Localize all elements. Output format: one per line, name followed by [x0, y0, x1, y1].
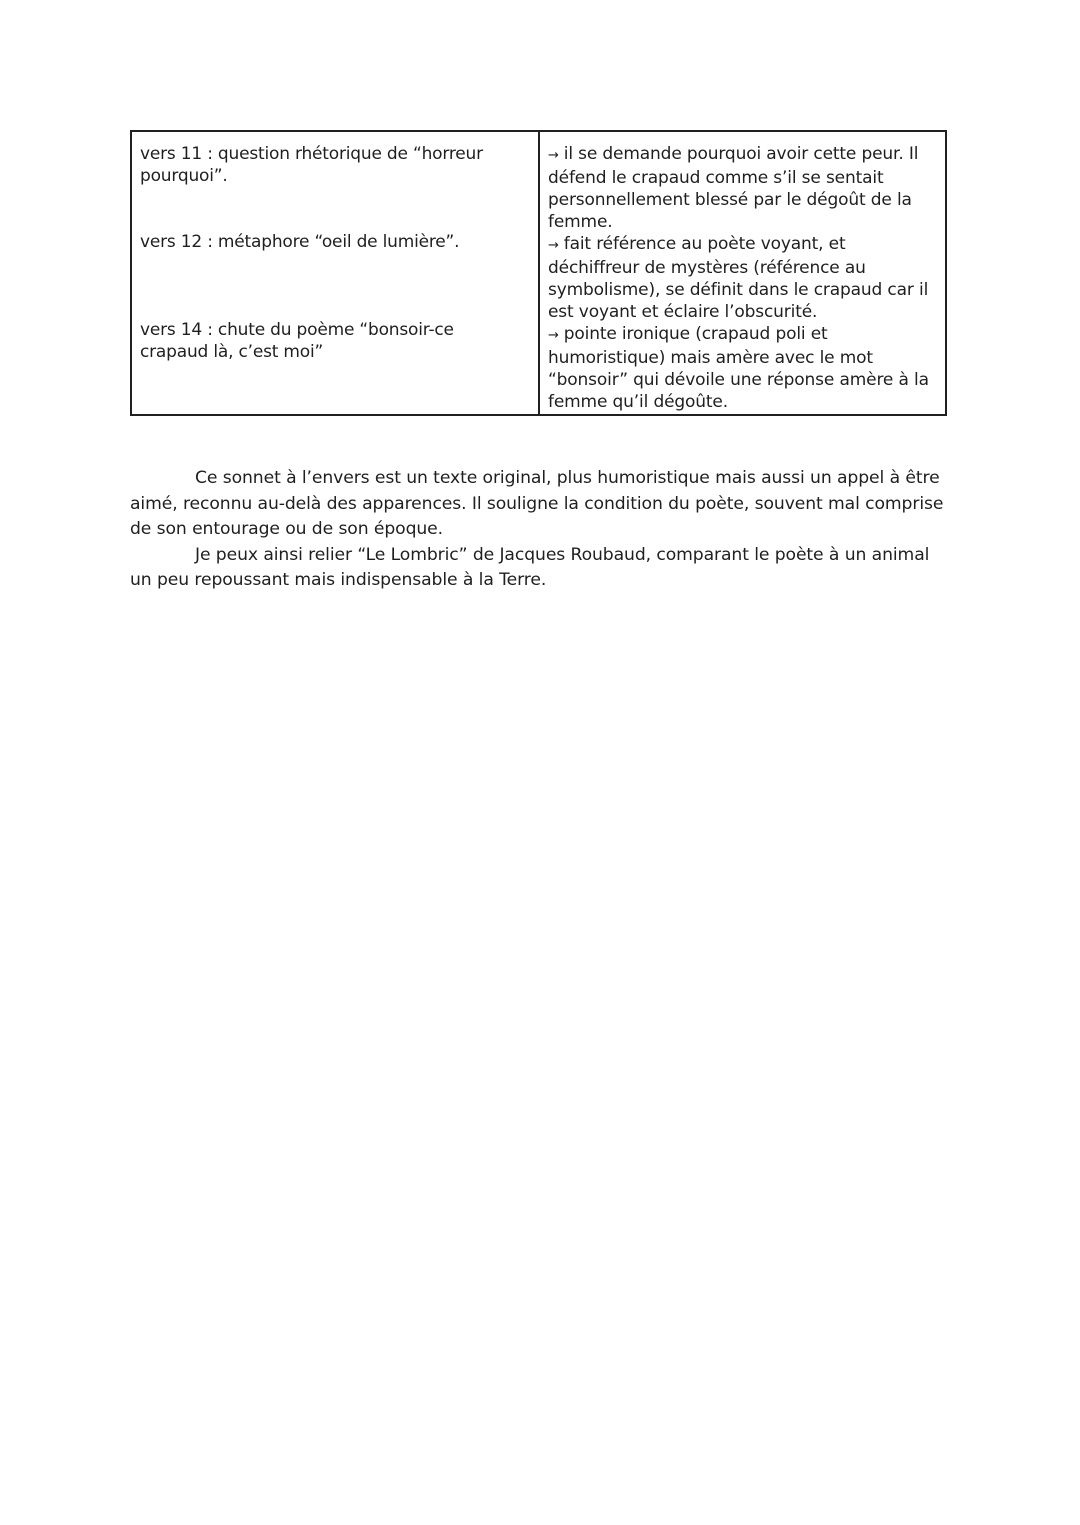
right-entry-3-text: pointe ironique (crapaud poli et humoristique) mais amère avec le mot “bonsoir” qui dévoile une réponse amère à la femme qu’il dégoûte. — [548, 324, 929, 412]
conclusion-paragraph-2: Je peux ainsi relier “Le Lombric” de Jacques Roubaud, comparant le poète à un animal un peu repoussant mais indispensable à la Terre. — [130, 544, 930, 591]
right-entry-2-text: fait référence au poète voyant, et déchiffreur de mystères (référence au symbolisme), se définit dans le crapaud car il est voyant et éclaire l’obscurité. — [548, 234, 929, 322]
analysis-table — [130, 130, 947, 416]
arrow-right-icon: → — [548, 148, 559, 163]
left-entry-vers-14: vers 14 : chute du poème “bonsoir-ce crapaud là, c’est moi” — [140, 320, 454, 362]
right-entry-2 — [548, 233, 937, 323]
right-entry-1 — [548, 143, 937, 233]
left-entry-vers-12: vers 12 : métaphore “oeil de lumière”. — [140, 232, 460, 252]
arrow-right-icon: → — [548, 238, 559, 253]
table-right-column — [540, 132, 945, 414]
right-entry-1-text: il se demande pourquoi avoir cette peur. Il défend le crapaud comme s’il se sentait personnellement blessé par le dégoût de la femme. — [548, 144, 919, 232]
table-left-column — [132, 132, 540, 414]
arrow-right-icon: → — [548, 328, 559, 343]
conclusion-paragraph-1: Ce sonnet à l’envers est un texte original, plus humoristique mais aussi un appel à être aimé, reconnu au-delà des apparences. Il souligne la condition du poète, souvent mal comprise de son entourage ou de son époque. — [130, 468, 944, 540]
conclusion-text — [130, 466, 950, 594]
left-entry-vers-11: vers 11 : question rhétorique de “horreur pourquoi”. — [140, 144, 483, 186]
right-entry-3 — [548, 323, 937, 413]
